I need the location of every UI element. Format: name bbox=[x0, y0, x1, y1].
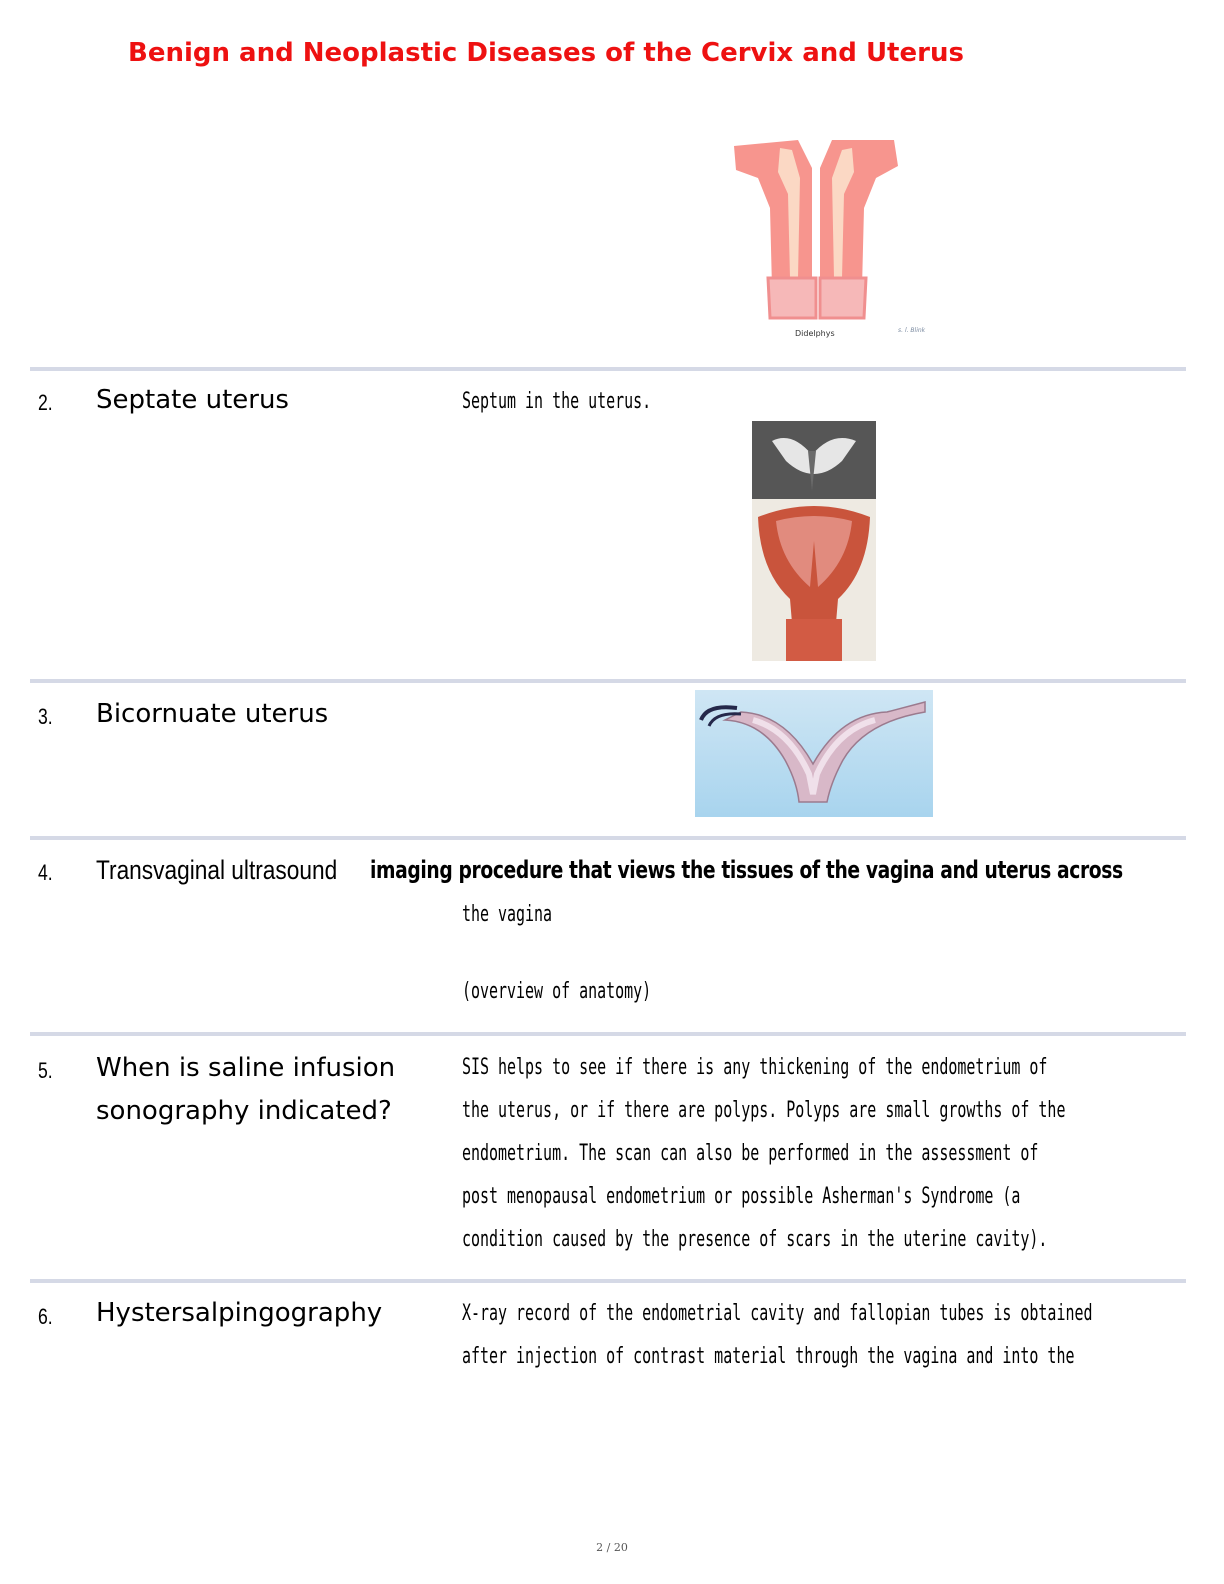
didelphys-right-cervix bbox=[820, 278, 866, 318]
didelphys-note: s. l. Blink bbox=[898, 327, 926, 334]
row-definition: X-ray record of the endometrial cavity and fallopian tubes is obtained bbox=[462, 1301, 1093, 1326]
page-indicator: 2 / 20 bbox=[596, 1541, 628, 1554]
divider bbox=[30, 1032, 1186, 1036]
row-definition: after injection of contrast material through the vagina and into the bbox=[462, 1344, 1075, 1369]
row-term: Transvaginal ultrasound bbox=[96, 855, 338, 885]
divider bbox=[30, 679, 1186, 683]
row-definition: the vagina bbox=[462, 902, 553, 927]
row-term: Septate uterus bbox=[96, 385, 289, 415]
row-term: Bicornuate uterus bbox=[96, 699, 329, 729]
didelphys-illustration bbox=[728, 138, 942, 348]
didelphys-left-cervix bbox=[768, 278, 816, 318]
didelphys-right-horn bbox=[820, 140, 898, 288]
divider bbox=[30, 367, 1186, 371]
row-number: 5. bbox=[38, 1058, 53, 1083]
row-number: 2. bbox=[38, 390, 53, 415]
septate-uterus-image bbox=[752, 421, 876, 661]
divider bbox=[30, 836, 1186, 840]
row-definition-lead: imaging procedure that views the tissues of the vagina and uterus across bbox=[370, 856, 1123, 884]
row-term: When is saline infusion sonography indicated? bbox=[96, 1053, 396, 1126]
row-definition: Septum in the uterus. bbox=[462, 389, 652, 414]
row-number: 6. bbox=[38, 1304, 53, 1329]
didelphys-left-horn bbox=[734, 140, 812, 288]
row-definition: the uterus, or if there are polyps. Polyps are small growths of the bbox=[462, 1098, 1066, 1123]
row-definition: endometrium. The scan can also be performed in the assessment of bbox=[462, 1141, 1039, 1166]
row-definition: SIS helps to see if there is any thickening of the endometrium of bbox=[462, 1055, 1048, 1080]
document-title: Benign and Neoplastic Diseases of the Cervix and Uterus bbox=[128, 38, 964, 68]
row-term: Hystersalpingography bbox=[96, 1298, 383, 1328]
row-number: 4. bbox=[38, 860, 53, 885]
divider bbox=[30, 1279, 1186, 1283]
bicornuate-uterus-image bbox=[695, 690, 933, 817]
row-definition: post menopausal endometrium or possible Asherman's Syndrome (a bbox=[462, 1184, 1021, 1209]
row-definition: (overview of anatomy) bbox=[462, 979, 652, 1004]
didelphys-caption: Didelphys bbox=[795, 329, 835, 338]
row-definition: condition caused by the presence of scars in the uterine cavity). bbox=[462, 1227, 1048, 1252]
row-number: 3. bbox=[38, 704, 53, 729]
